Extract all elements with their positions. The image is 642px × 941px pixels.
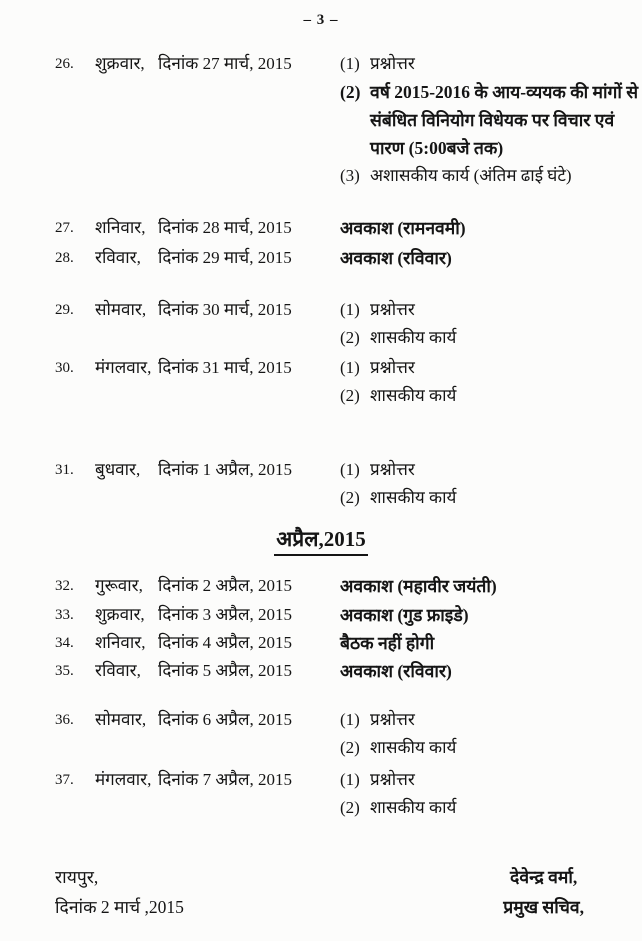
agenda-item <box>340 734 640 762</box>
entry-date: दिनांक 2 अप्रैल, 2015 <box>158 576 293 595</box>
section-heading-text: अप्रैल,2015 <box>274 526 367 556</box>
agenda-text: अवकाश (रविवार) <box>340 248 452 268</box>
agenda-marker: (2) <box>340 328 360 347</box>
entry-date: दिनांक 29 मार्च, 2015 <box>158 248 292 267</box>
schedule-row <box>0 214 642 242</box>
entry-day: शुक्रवार, <box>95 605 145 624</box>
agenda-text: शासकीय कार्य <box>370 488 457 507</box>
agenda-items <box>340 572 642 600</box>
entry-day: शनिवार, <box>95 218 146 237</box>
agenda-text: अवकाश (रविवार) <box>340 661 452 681</box>
agenda-items <box>340 50 642 190</box>
agenda-item <box>340 78 640 162</box>
agenda-marker: (2) <box>340 488 360 507</box>
agenda-marker: (2) <box>340 386 360 405</box>
document-footer <box>0 862 642 922</box>
agenda-text: प्रश्नोत्तर <box>370 358 415 377</box>
agenda-item <box>340 456 640 484</box>
entry-number: 29. <box>55 302 74 318</box>
schedule-row <box>0 50 642 190</box>
entry-date: दिनांक 3 अप्रैल, 2015 <box>158 605 293 624</box>
schedule-row <box>0 657 642 685</box>
agenda-item <box>340 484 640 512</box>
entry-date: दिनांक 30 मार्च, 2015 <box>158 300 292 319</box>
agenda-item <box>340 162 640 190</box>
footer-signature-block <box>503 862 584 922</box>
agenda-marker: (2) <box>340 798 360 817</box>
agenda-item <box>340 766 640 794</box>
schedule-row <box>0 456 642 512</box>
schedule-row <box>0 706 642 762</box>
entry-number: 35. <box>55 663 74 679</box>
agenda-text: शासकीय कार्य <box>370 798 457 817</box>
entry-number: 30. <box>55 360 74 376</box>
entry-day: शुक्रवार, <box>95 54 145 73</box>
agenda-item <box>340 324 640 352</box>
agenda-items <box>340 629 642 657</box>
entry-day: बुधवार, <box>95 460 141 479</box>
footer-place: रायपुर, <box>55 867 99 887</box>
agenda-text: प्रश्नोत्तर <box>370 770 415 789</box>
section-heading <box>0 526 642 558</box>
entry-date: दिनांक 31 मार्च, 2015 <box>158 358 292 377</box>
agenda-items <box>340 657 642 685</box>
entry-number: 31. <box>55 462 74 478</box>
agenda-item <box>340 354 640 382</box>
entry-number: 34. <box>55 635 74 651</box>
agenda-marker: (1) <box>340 770 360 789</box>
agenda-marker: (1) <box>340 460 360 479</box>
agenda-text: प्रश्नोत्तर <box>370 460 415 479</box>
agenda-marker: (1) <box>340 710 360 729</box>
agenda-text: प्रश्नोत्तर <box>370 300 415 319</box>
schedule-row <box>0 601 642 629</box>
footer-left <box>55 862 184 922</box>
agenda-items <box>340 706 642 762</box>
agenda-item <box>340 572 640 600</box>
entry-number: 26. <box>55 56 74 72</box>
entry-day: गुरूवार, <box>95 576 143 595</box>
entry-date: दिनांक 7 अप्रैल, 2015 <box>158 770 293 789</box>
schedule-row <box>0 244 642 272</box>
schedule-row <box>0 572 642 600</box>
entry-day: सोमवार, <box>95 300 147 319</box>
agenda-text: अवकाश (महावीर जयंती) <box>340 576 497 596</box>
agenda-text: प्रश्नोत्तर <box>370 54 415 73</box>
schedule-row <box>0 296 642 352</box>
agenda-marker: (1) <box>340 358 360 377</box>
agenda-item <box>340 296 640 324</box>
entry-number: 36. <box>55 712 74 728</box>
schedule-row <box>0 629 642 657</box>
agenda-item <box>340 244 640 272</box>
agenda-items <box>340 456 642 512</box>
entry-day: शनिवार, <box>95 633 146 652</box>
agenda-marker: (1) <box>340 54 360 73</box>
agenda-text: अवकाश (रामनवमी) <box>340 218 466 238</box>
agenda-item <box>340 382 640 410</box>
agenda-items <box>340 354 642 410</box>
entry-date: दिनांक 1 अप्रैल, 2015 <box>158 460 293 479</box>
agenda-marker: (3) <box>340 166 360 185</box>
entry-date: दिनांक 27 मार्च, 2015 <box>158 54 292 73</box>
entry-day: सोमवार, <box>95 710 147 729</box>
agenda-items <box>340 244 642 272</box>
entry-day: रविवार, <box>95 661 141 680</box>
agenda-text: अवकाश (गुड फ्राइडे) <box>340 605 469 625</box>
entry-day: रविवार, <box>95 248 141 267</box>
agenda-items <box>340 296 642 352</box>
page-number: – 3 – <box>303 12 339 28</box>
agenda-marker: (1) <box>340 300 360 319</box>
entry-date: दिनांक 28 मार्च, 2015 <box>158 218 292 237</box>
agenda-item <box>340 50 640 78</box>
entry-date: दिनांक 5 अप्रैल, 2015 <box>158 661 293 680</box>
signatory-title: प्रमुख सचिव, <box>503 897 584 917</box>
agenda-text: शासकीय कार्य <box>370 328 457 347</box>
schedule-row <box>0 354 642 410</box>
agenda-item <box>340 657 640 685</box>
entry-number: 27. <box>55 220 74 236</box>
agenda-text: बैठक नहीं होगी <box>340 633 435 653</box>
agenda-text: प्रश्नोत्तर <box>370 710 415 729</box>
agenda-text: शासकीय कार्य <box>370 738 457 757</box>
entry-number: 32. <box>55 578 74 594</box>
entry-date: दिनांक 6 अप्रैल, 2015 <box>158 710 293 729</box>
agenda-text: शासकीय कार्य <box>370 386 457 405</box>
agenda-items <box>340 766 642 822</box>
agenda-text: अशासकीय कार्य (अंतिम ढाई घंटे) <box>370 166 572 185</box>
agenda-item <box>340 214 640 242</box>
entry-day: मंगलवार, <box>95 358 152 377</box>
agenda-items <box>340 214 642 242</box>
agenda-item <box>340 601 640 629</box>
agenda-item <box>340 706 640 734</box>
agenda-marker: (2) <box>340 82 361 102</box>
entry-day: मंगलवार, <box>95 770 152 789</box>
agenda-marker: (2) <box>340 738 360 757</box>
footer-date: दिनांक 2 मार्च ,2015 <box>55 897 184 917</box>
signatory-name: देवेन्द्र वर्मा, <box>510 867 578 887</box>
agenda-item <box>340 629 640 657</box>
entry-number: 33. <box>55 607 74 623</box>
schedule-row <box>0 766 642 822</box>
entry-number: 37. <box>55 772 74 788</box>
entry-number: 28. <box>55 250 74 266</box>
entry-date: दिनांक 4 अप्रैल, 2015 <box>158 633 293 652</box>
agenda-item <box>340 794 640 822</box>
agenda-items <box>340 601 642 629</box>
agenda-text: वर्ष 2015-2016 के आय-व्ययक की मांगों से संबंधित विनियोग विधेयक पर विचार एवं पारण (5:00बजे तक) <box>370 82 639 158</box>
